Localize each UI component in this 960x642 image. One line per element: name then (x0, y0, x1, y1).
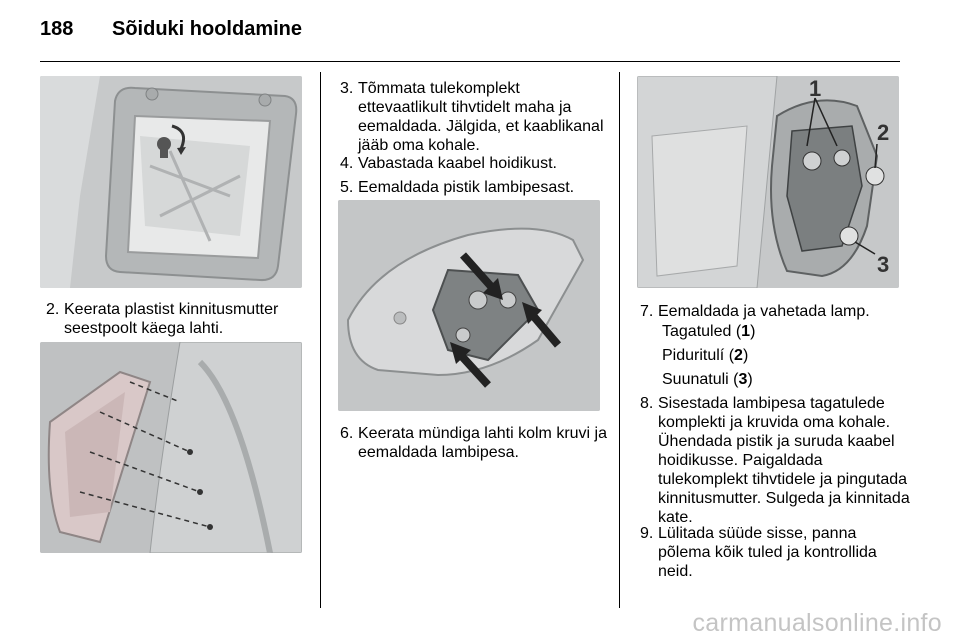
callout-3: 3 (877, 252, 890, 277)
lamp-rear-lights: Tagatuled (1) (662, 323, 756, 340)
step-7: 7. Eemaldada ja vahetada lamp. (640, 303, 870, 320)
column-divider-2 (619, 72, 620, 608)
step-8: 8. Sisestada lambipesa tagatulede komplekti ja kruvida oma kohale. Ühendada pistik ja suruda kaabel hoidikusse. Paigaldada tulekomplekt tihvtidele ja pingutada kinnitusmutter. Sulgeda ja kinnitada kate. (640, 395, 910, 526)
figure-remove-plug (338, 200, 600, 411)
page-number: 188 (40, 18, 74, 40)
header-rule (40, 61, 900, 62)
lamp-brake-light: Piduritulí (2) (662, 347, 749, 364)
lamp-turn-signal: Suunatuli (3) (662, 371, 753, 388)
figure-remove-light (40, 342, 302, 553)
figure-mounting-nut (40, 76, 302, 288)
callout-2: 2 (877, 120, 890, 145)
callout-1: 1 (809, 76, 822, 101)
page-title: Sõiduki hooldamine (112, 18, 303, 40)
page-header (40, 18, 302, 41)
step-6: 6. Keerata mündiga lahti kolm kruvi ja eemaldada lambipesa. (340, 425, 608, 461)
step-3: 3. Tõmmata tulekomplekt ettevaatlikult tihvtidelt maha ja eemaldada. Jälgida, et kaablikanal jääb oma kohale. (340, 80, 604, 154)
column-divider-1 (320, 72, 321, 608)
step-2: 2. Keerata plastist kinnitusmutter seestpoolt käega lahti. (46, 301, 279, 337)
step-4: 4. Vabastada kaabel hoidikust. (340, 155, 557, 172)
step-9: 9. Lülitada süüde sisse, panna põlema kõik tuled ja kontrollida neid. (640, 525, 877, 580)
step-5: 5. Eemaldada pistik lambipesast. (340, 179, 575, 196)
watermark[interactable]: carmanualsonline.info (692, 609, 942, 637)
figure-lamp-holder (637, 76, 899, 288)
